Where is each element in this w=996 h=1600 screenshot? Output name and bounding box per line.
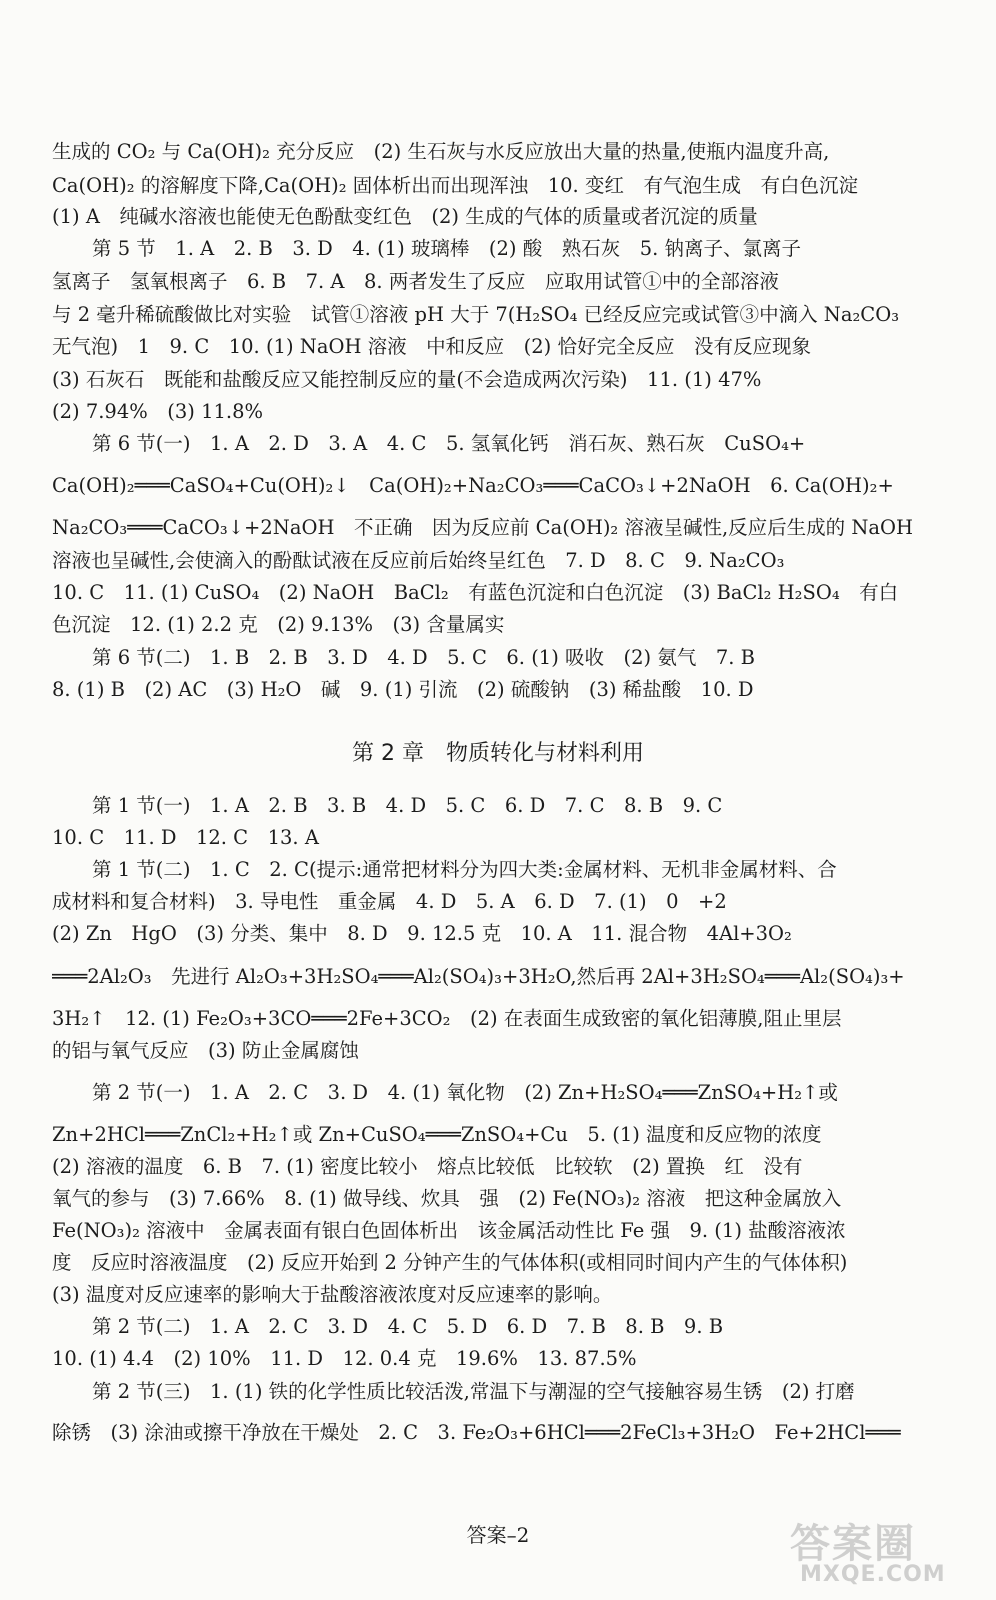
- text-line: (1) A 纯碱水溶液也能使无色酚酞变红色 (2) 生成的气体的质量或者沉淀的质量: [52, 205, 758, 228]
- text-line: Zn+2HCl═══ZnCl₂+H₂↑或 Zn+CuSO₄═══ZnSO₄+Cu 5. (1) 温度和反应物的浓度: [52, 1123, 822, 1146]
- text-line: 氧气的参与 (3) 7.66% 8. (1) 做导线、炊具 强 (2) Fe(NO₃)₂ 溶液 把这种金属放入: [52, 1187, 842, 1210]
- text-line: 10. C 11. (1) CuSO₄ (2) NaOH BaCl₂ 有蓝色沉淀和白色沉淀 (3) BaCl₂ H₂SO₄ 有白: [52, 581, 899, 604]
- chapter-title: 第 2 章 物质转化与材料利用: [352, 741, 644, 766]
- section-2-3-line: 第 2 节(三) 1. (1) 铁的化学性质比较活泼,常温下与潮湿的空气接触容易生锈 (2) 打磨: [92, 1380, 855, 1403]
- text-line: 10. (1) 4.4 (2) 10% 11. D 12. 0.4 克 19.6% 13. 87.5%: [52, 1347, 637, 1370]
- text-line: 色沉淀 12. (1) 2.2 克 (2) 9.13% (3) 含量属实: [52, 613, 505, 636]
- text-line: 除锈 (3) 涂油或擦干净放在干燥处 2. C 3. Fe₂O₃+6HCl═══2FeCl₃+3H₂O Fe+2HCl═══: [52, 1421, 901, 1444]
- section-1-2-line: 第 1 节(二) 1. C 2. C(提示:通常把材料分为四大类:金属材料、无机非金属材料、合: [92, 858, 837, 881]
- watermark-logo: [790, 1512, 976, 1592]
- text-line: ═══2Al₂O₃ 先进行 Al₂O₃+3H₂SO₄═══Al₂(SO₄)₃+3H₂O,然后再 2Al+3H₂SO₄═══Al₂(SO₄)₃+: [52, 965, 905, 988]
- section-2-2-line: 第 2 节(二) 1. A 2. C 3. D 4. C 5. D 6. D 7. B 8. B 9. B: [92, 1315, 724, 1338]
- text-line: (2) 溶液的温度 6. B 7. (1) 密度比较小 熔点比较低 比较软 (2) 置换 红 没有: [52, 1155, 803, 1178]
- text-line: 无气泡) 1 9. C 10. (1) NaOH 溶液 中和反应 (2) 恰好完全反应 没有反应现象: [52, 335, 811, 358]
- text-line: 溶液也呈碱性,会使滴入的酚酞试液在反应前后始终呈红色 7. D 8. C 9. Na₂CO₃: [52, 549, 785, 572]
- text-line: (2) 7.94% (3) 11.8%: [52, 400, 264, 423]
- section-1-1-line: 第 1 节(一) 1. A 2. B 3. B 4. D 5. C 6. D 7. C 8. B 9. C: [92, 794, 723, 817]
- text-line: 的铝与氧气反应 (3) 防止金属腐蚀: [52, 1039, 359, 1062]
- text-line: Ca(OH)₂═══CaSO₄+Cu(OH)₂↓ Ca(OH)₂+Na₂CO₃═══CaCO₃↓+2NaOH 6. Ca(OH)₂+: [52, 474, 894, 497]
- section-6-1-line: 第 6 节(一) 1. A 2. D 3. A 4. C 5. 氢氧化钙 消石灰、熟石灰 CuSO₄+: [92, 432, 806, 455]
- watermark-logo-text: 答案圈: [790, 1521, 916, 1567]
- section-5-line: 第 5 节 1. A 2. B 3. D 4. (1) 玻璃棒 (2) 酸 熟石灰 5. 钠离子、氯离子: [92, 237, 802, 260]
- text-line: 与 2 毫升稀硫酸做比对实验 试管①溶液 pH 大于 7(H₂SO₄ 已经反应完或试管③中滴入 Na₂CO₃: [52, 303, 900, 326]
- text-line: Ca(OH)₂ 的溶解度下降,Ca(OH)₂ 固体析出而出现浑浊 10. 变红 有气泡生成 有白色沉淀: [52, 174, 858, 197]
- text-line: 10. C 11. D 12. C 13. A: [52, 826, 319, 849]
- text-line: 成材料和复合材料) 3. 导电性 重金属 4. D 5. A 6. D 7. (1) 0 +2: [52, 890, 727, 913]
- text-line: 氢离子 氢氧根离子 6. B 7. A 8. 两者发生了反应 应取用试管①中的全部溶液: [52, 270, 779, 293]
- section-2-1-line: 第 2 节(一) 1. A 2. C 3. D 4. (1) 氧化物 (2) Zn+H₂SO₄═══ZnSO₄+H₂↑或: [92, 1081, 838, 1104]
- watermark-url: MXQE.COM: [800, 1562, 946, 1587]
- text-line: Fe(NO₃)₂ 溶液中 金属表面有银白色固体析出 该金属活动性比 Fe 强 9. (1) 盐酸溶液浓: [52, 1219, 846, 1242]
- text-line: 8. (1) B (2) AC (3) H₂O 碱 9. (1) 引流 (2) 硫酸钠 (3) 稀盐酸 10. D: [52, 678, 754, 701]
- text-line: (2) Zn HgO (3) 分类、集中 8. D 9. 12.5 克 10. A 11. 混合物 4Al+3O₂: [52, 922, 792, 945]
- text-line: (3) 温度对反应速率的影响大于盐酸溶液浓度对反应速率的影响。: [52, 1283, 613, 1306]
- text-line: 生成的 CO₂ 与 Ca(OH)₂ 充分反应 (2) 生石灰与水反应放出大量的热量,使瓶内温度升高,: [52, 140, 830, 163]
- text-line: 度 反应时溶液温度 (2) 反应开始到 2 分钟产生的气体体积(或相同时间内产生的气体体积): [52, 1251, 848, 1274]
- section-6-2-line: 第 6 节(二) 1. B 2. B 3. D 4. D 5. C 6. (1) 吸收 (2) 氨气 7. B: [92, 646, 755, 669]
- text-line: 3H₂↑ 12. (1) Fe₂O₃+3CO═══2Fe+3CO₂ (2) 在表面生成致密的氧化铝薄膜,阻止里层: [52, 1007, 842, 1030]
- text-line: (3) 石灰石 既能和盐酸反应又能控制反应的量(不会造成两次污染) 11. (1) 47%: [52, 368, 762, 391]
- page-number: 答案–2: [466, 1523, 530, 1547]
- text-line: Na₂CO₃═══CaCO₃↓+2NaOH 不正确 因为反应前 Ca(OH)₂ 溶液呈碱性,反应后生成的 NaOH: [52, 516, 914, 539]
